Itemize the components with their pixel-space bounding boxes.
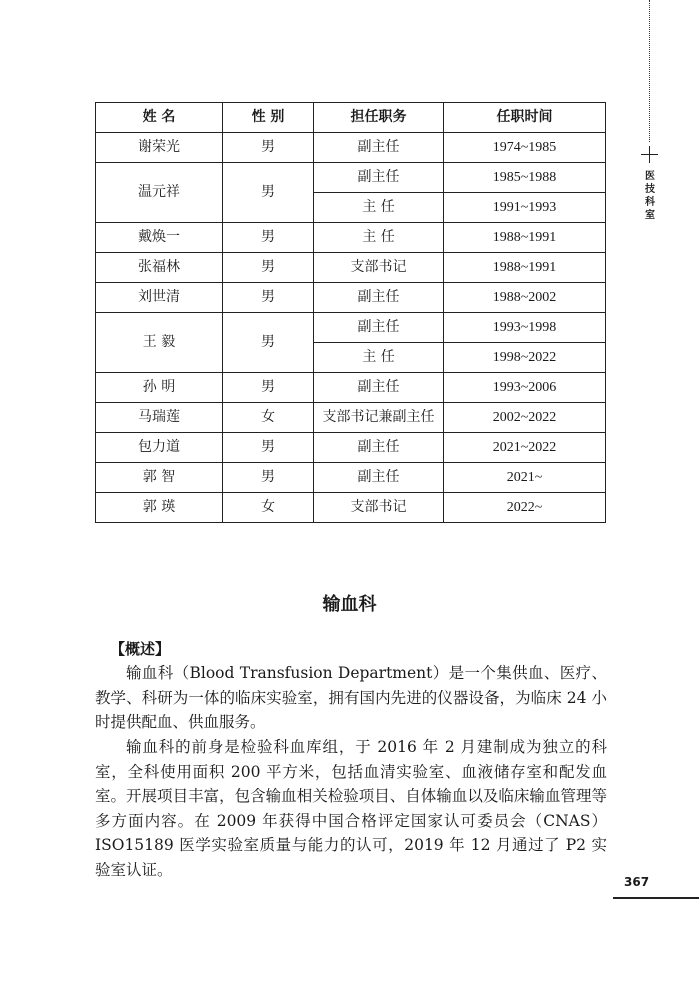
cell-name: 马瑞莲 xyxy=(96,403,223,433)
cell-role: 支部书记兼副主任 xyxy=(314,403,444,433)
overview-subhead: 【概述】 xyxy=(110,640,171,658)
cell-period: 2021~ xyxy=(444,463,606,493)
cell-name: 张福林 xyxy=(96,253,223,283)
cell-period: 1988~1991 xyxy=(444,223,606,253)
cell-name: 戴焕一 xyxy=(96,223,223,253)
cell-role: 副主任 xyxy=(314,313,444,343)
cell-name: 谢荣光 xyxy=(96,133,223,163)
cell-period: 2021~2022 xyxy=(444,433,606,463)
header-name: 姓 名 xyxy=(96,103,223,133)
cell-name: 包力道 xyxy=(96,433,223,463)
cell-gender: 男 xyxy=(223,163,314,223)
cell-role: 支部书记 xyxy=(314,493,444,523)
page-number-rule xyxy=(613,897,699,899)
cell-role: 支部书记 xyxy=(314,253,444,283)
header-gender: 性 别 xyxy=(223,103,314,133)
table-header-row xyxy=(96,103,606,133)
table-row xyxy=(96,253,606,283)
cell-role: 主 任 xyxy=(314,193,444,223)
cell-role: 副主任 xyxy=(314,283,444,313)
cell-role: 副主任 xyxy=(314,133,444,163)
cell-gender: 男 xyxy=(223,433,314,463)
table-row xyxy=(96,373,606,403)
cell-name: 郭 智 xyxy=(96,463,223,493)
cell-name: 孙 明 xyxy=(96,373,223,403)
staff-history-table xyxy=(95,102,606,523)
cell-period: 2002~2022 xyxy=(444,403,606,433)
cell-gender: 男 xyxy=(223,463,314,493)
section-title: 输血科 xyxy=(322,594,377,615)
table-row xyxy=(96,493,606,523)
cell-period: 1991~1993 xyxy=(444,193,606,223)
table-row xyxy=(96,313,606,343)
cell-period: 1988~1991 xyxy=(444,253,606,283)
table-row xyxy=(96,133,606,163)
cell-role: 副主任 xyxy=(314,433,444,463)
cell-gender: 女 xyxy=(223,403,314,433)
cell-period: 2022~ xyxy=(444,493,606,523)
cell-period: 1993~2006 xyxy=(444,373,606,403)
table-row xyxy=(96,403,606,433)
table-row xyxy=(96,433,606,463)
cell-gender: 男 xyxy=(223,313,314,373)
cell-gender: 男 xyxy=(223,373,314,403)
cell-name: 温元祥 xyxy=(96,163,223,223)
cell-role: 副主任 xyxy=(314,373,444,403)
cell-period: 1998~2022 xyxy=(444,343,606,373)
table-row xyxy=(96,283,606,313)
margin-dotted-line xyxy=(649,0,650,142)
cell-name: 郭 瑛 xyxy=(96,493,223,523)
table-row xyxy=(96,463,606,493)
cell-period: 1988~2002 xyxy=(444,283,606,313)
cell-name: 刘世清 xyxy=(96,283,223,313)
cell-gender: 男 xyxy=(223,133,314,163)
paragraph-1: 输血科（Blood Transfusion Department）是一个集供血、医疗、教学、科研为一体的临床实验室，拥有国内先进的仪器设备，为临床 24 小时提供配血、供血服务。 xyxy=(95,664,607,732)
paragraph-2: 输血科的前身是检验科血库组，于 2016 年 2 月建制成为独立的科室，全科使用面积 200 平方米，包括血清实验室、血液储存室和配发血室。开展项目丰富，包含输血相关检验项目、自体输血以及临床输血管理等多方面内容。在 2009 年获得中国合格评定国家认可委员会（CNAS）ISO15189 医学实验室质量与能力的认可，2019 年 12 月通过了 P2 实验室认证。 xyxy=(95,738,607,879)
margin-cross-mark xyxy=(641,146,658,163)
cell-role: 主 任 xyxy=(314,223,444,253)
cell-role: 副主任 xyxy=(314,463,444,493)
chapter-side-label: 医技科室 xyxy=(645,171,655,221)
header-period: 任职时间 xyxy=(444,103,606,133)
cell-gender: 男 xyxy=(223,223,314,253)
cell-period: 1974~1985 xyxy=(444,133,606,163)
cell-gender: 男 xyxy=(223,253,314,283)
header-role: 担任职务 xyxy=(314,103,444,133)
page-number: 367 xyxy=(624,875,650,889)
cell-period: 1985~1988 xyxy=(444,163,606,193)
cell-role: 主 任 xyxy=(314,343,444,373)
cell-name: 王 毅 xyxy=(96,313,223,373)
table-body xyxy=(96,133,606,523)
cell-gender: 女 xyxy=(223,493,314,523)
cell-period: 1993~1998 xyxy=(444,313,606,343)
cell-role: 副主任 xyxy=(314,163,444,193)
cell-gender: 男 xyxy=(223,283,314,313)
table-row xyxy=(96,163,606,193)
table-row xyxy=(96,223,606,253)
